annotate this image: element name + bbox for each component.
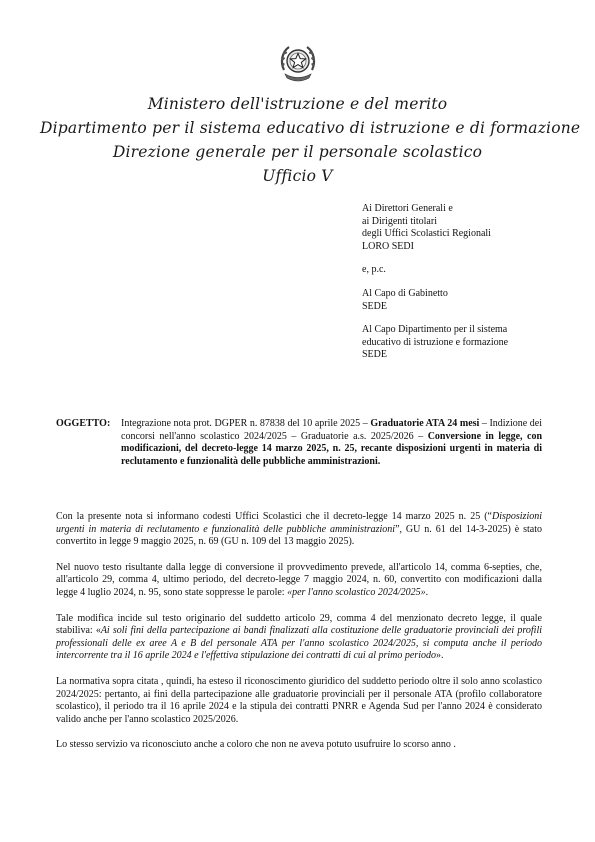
office-name: Ufficio V — [262, 167, 333, 185]
recipient-line: degli Uffici Scolastici Regionali — [362, 228, 491, 240]
body-paragraph-5: Lo stesso servizio va riconosciuto anche a coloro che non ne aveva potuto usufruire lo scorso anno . — [56, 739, 456, 751]
italic-span: Ai soli fini della partecipazione ai bandi finalizzati alla costituzione delle graduatorie provinciali dei profili professionali delle ex aree A e B del personale ATA per l'anno scolastico 2024/2025, si computa anche il periodo intercorrente tra il 16 aprile 2024 e l'effettiva stipulazione dei contratti di cui al primo periodo — [56, 625, 542, 662]
italic-span: «per l'anno scolastico 2024/2025» — [287, 586, 426, 598]
subject-bold: Graduatorie ATA 24 mesi — [370, 418, 480, 429]
recipient-line: ai Dirigenti titolari — [362, 215, 437, 227]
recipient-line: educativo di istruzione e formazione — [362, 336, 509, 348]
text-span: . — [425, 586, 429, 598]
text-span: Con la presente nota si informano codesti Uffici Scolastici che il decreto-legge 14 marzo 2025 n. 25 (“ — [56, 511, 492, 522]
italic-span: Disposizioni urgenti in materia di reclutamento e funzionalità delle pubbliche amministrazioni — [56, 511, 542, 535]
subject-bold: Conversione in legge, con modificazioni, del decreto-legge 14 marzo 2025, n. 25, recante disposizioni urgenti in materia di reclutamento e funzionalità delle pubbliche amministrazioni. — [121, 430, 543, 467]
text-span: ”, GU n. 61 del 14-3-2025) è stato convertito in legge 9 maggio 2025, n. 69 (GU n. 109 del 13 maggio 2025). — [56, 523, 542, 548]
body-paragraph-3 — [56, 613, 542, 663]
recipient-line: e, p.c. — [362, 264, 386, 276]
directorate-name: Direzione generale per il personale scolastico — [112, 143, 483, 161]
body-paragraph-4: La normativa sopra citata , quindi, ha esteso il riconoscimento giuridico del suddetto periodo oltre il solo anno scolastico 2024/2025: pertanto, ai fini della partecipazione alle graduatorie provinciali per il personale ATA (profilo collaboratore scolastico), il periodo tra il 16 aprile 2024 e la stipula dei contratti PNRR e Agenda Sud per l'anno 2024 è considerato valido anche per l'anno scolastico 2025/2026. — [56, 675, 542, 725]
recipient-group-2 — [362, 288, 582, 313]
republic-emblem-icon — [276, 40, 320, 86]
subject-label: OGGETTO: — [56, 418, 111, 429]
subject-text — [121, 418, 542, 468]
text-span: Nel nuovo testo risultante dalla legge di conversione il provvedimento prevede, all'articolo 14, comma 6-septies, che, all'articolo 29, comma 4, ultimo periodo, del decreto-legge 7 maggio 2024, n. 60, convertito con modificazioni dalla legge 4 luglio 2024, n. 95, sono state soppresse le parole: — [56, 561, 542, 598]
recipient-line: Al Capo Dipartimento per il sistema — [362, 324, 508, 336]
text-span: Tale modifica incide sul testo originario del suddetto articolo 29, comma 4 del menzionato decreto legge, il quale stabiliva: « — [56, 612, 542, 637]
body-paragraph-1 — [56, 511, 542, 549]
subject-block — [56, 418, 542, 468]
recipient-line: SEDE — [362, 300, 387, 312]
recipient-line: Ai Direttori Generali e — [362, 203, 453, 214]
body-paragraph-2 — [56, 562, 542, 600]
recipient-ep — [362, 264, 582, 277]
recipients-block — [362, 203, 582, 373]
subject-part: – Indizione dei concorsi nell'anno scolastico 2024/2025 – Graduatorie a.s. 2025/2026 – — [121, 418, 542, 442]
recipient-group-1 — [362, 203, 582, 253]
letter-body — [56, 511, 542, 765]
recipient-line: SEDE — [362, 349, 387, 361]
recipient-line: LORO SEDI — [362, 240, 414, 252]
recipient-line: Al Capo di Gabinetto — [362, 287, 448, 299]
ministry-name: Ministero dell'istruzione e del merito — [147, 95, 448, 113]
ministry-header — [40, 92, 581, 188]
subject-part: Integrazione nota prot. DGPER n. 87838 del 10 aprile 2025 – — [121, 418, 371, 429]
text-span: ». — [435, 650, 444, 662]
department-name: Dipartimento per il sistema educativo di istruzione e di formazione — [40, 119, 581, 137]
recipient-group-3 — [362, 324, 582, 362]
